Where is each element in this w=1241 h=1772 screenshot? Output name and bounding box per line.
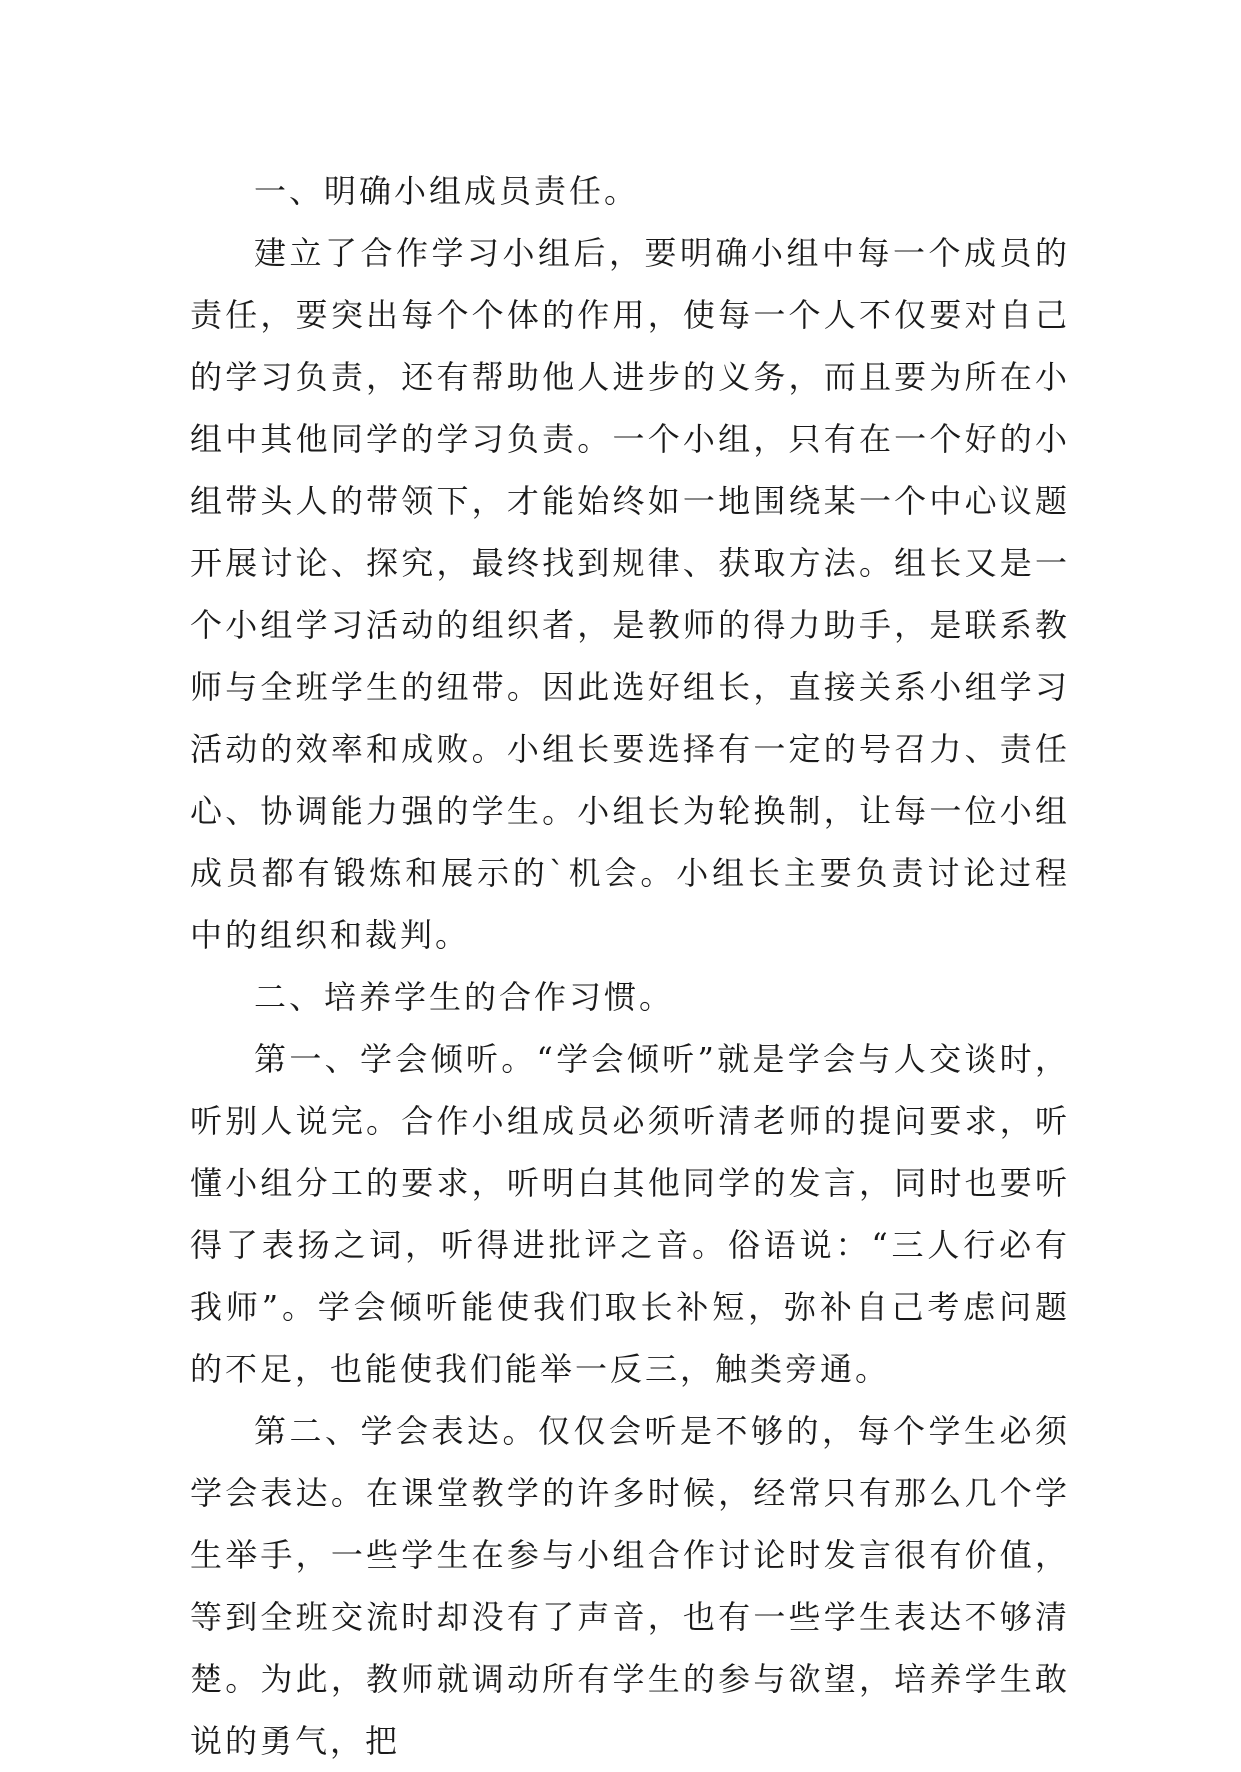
section-heading-1: 一、明确小组成员责任。	[254, 172, 640, 210]
paragraph-group-leader: 建立了合作学习小组后，要明确小组中每一个成员的责任，要突出每个个体的作用，使每一个人不仅要对自己的学习负责，还有帮助他人进步的义务，而且要为所在小组中其他同学的学习负责。一个小组，只有在一个好的小组带头人的带领下，才能始终如一地围绕某一个中心议题开展讨论、探究，最终找到规律、获取方法。组长又是一个小组学习活动的组织者，是教师的得力助手，是联系教师与全班学生的纽带。因此选好组长，直接关系小组学习活动的效率和成败。小组长要选择有一定的号召力、责任心、协调能力强的学生。小组长为轮换制，让每一位小组成员都有锻炼和展示的`机会。小组长主要负责讨论过程中的组织和裁判。	[190, 234, 1070, 954]
section-heading-2: 二、培养学生的合作习惯。	[254, 978, 675, 1016]
paragraph-listening: 第一、学会倾听。“学会倾听”就是学会与人交谈时，听别人说完。合作小组成员必须听清老师的提问要求，听懂小组分工的要求，听明白其他同学的发言，同时也要听得了表扬之词，听得进批评之音。俗语说：“三人行必有我师”。学会倾听能使我们取长补短，弥补自己考虑问题的不足，也能使我们能举一反三，触类旁通。	[190, 1040, 1070, 1388]
document-body	[190, 160, 1070, 1772]
paragraph-expression: 第二、学会表达。仅仅会听是不够的，每个学生必须学会表达。在课堂教学的许多时候，经常只有那么几个学生举手，一些学生在参与小组合作讨论时发言很有价值，等到全班交流时却没有了声音，也有一些学生表达不够清楚。为此，教师就调动所有学生的参与欲望，培养学生敢说的勇气，把	[190, 1412, 1070, 1760]
